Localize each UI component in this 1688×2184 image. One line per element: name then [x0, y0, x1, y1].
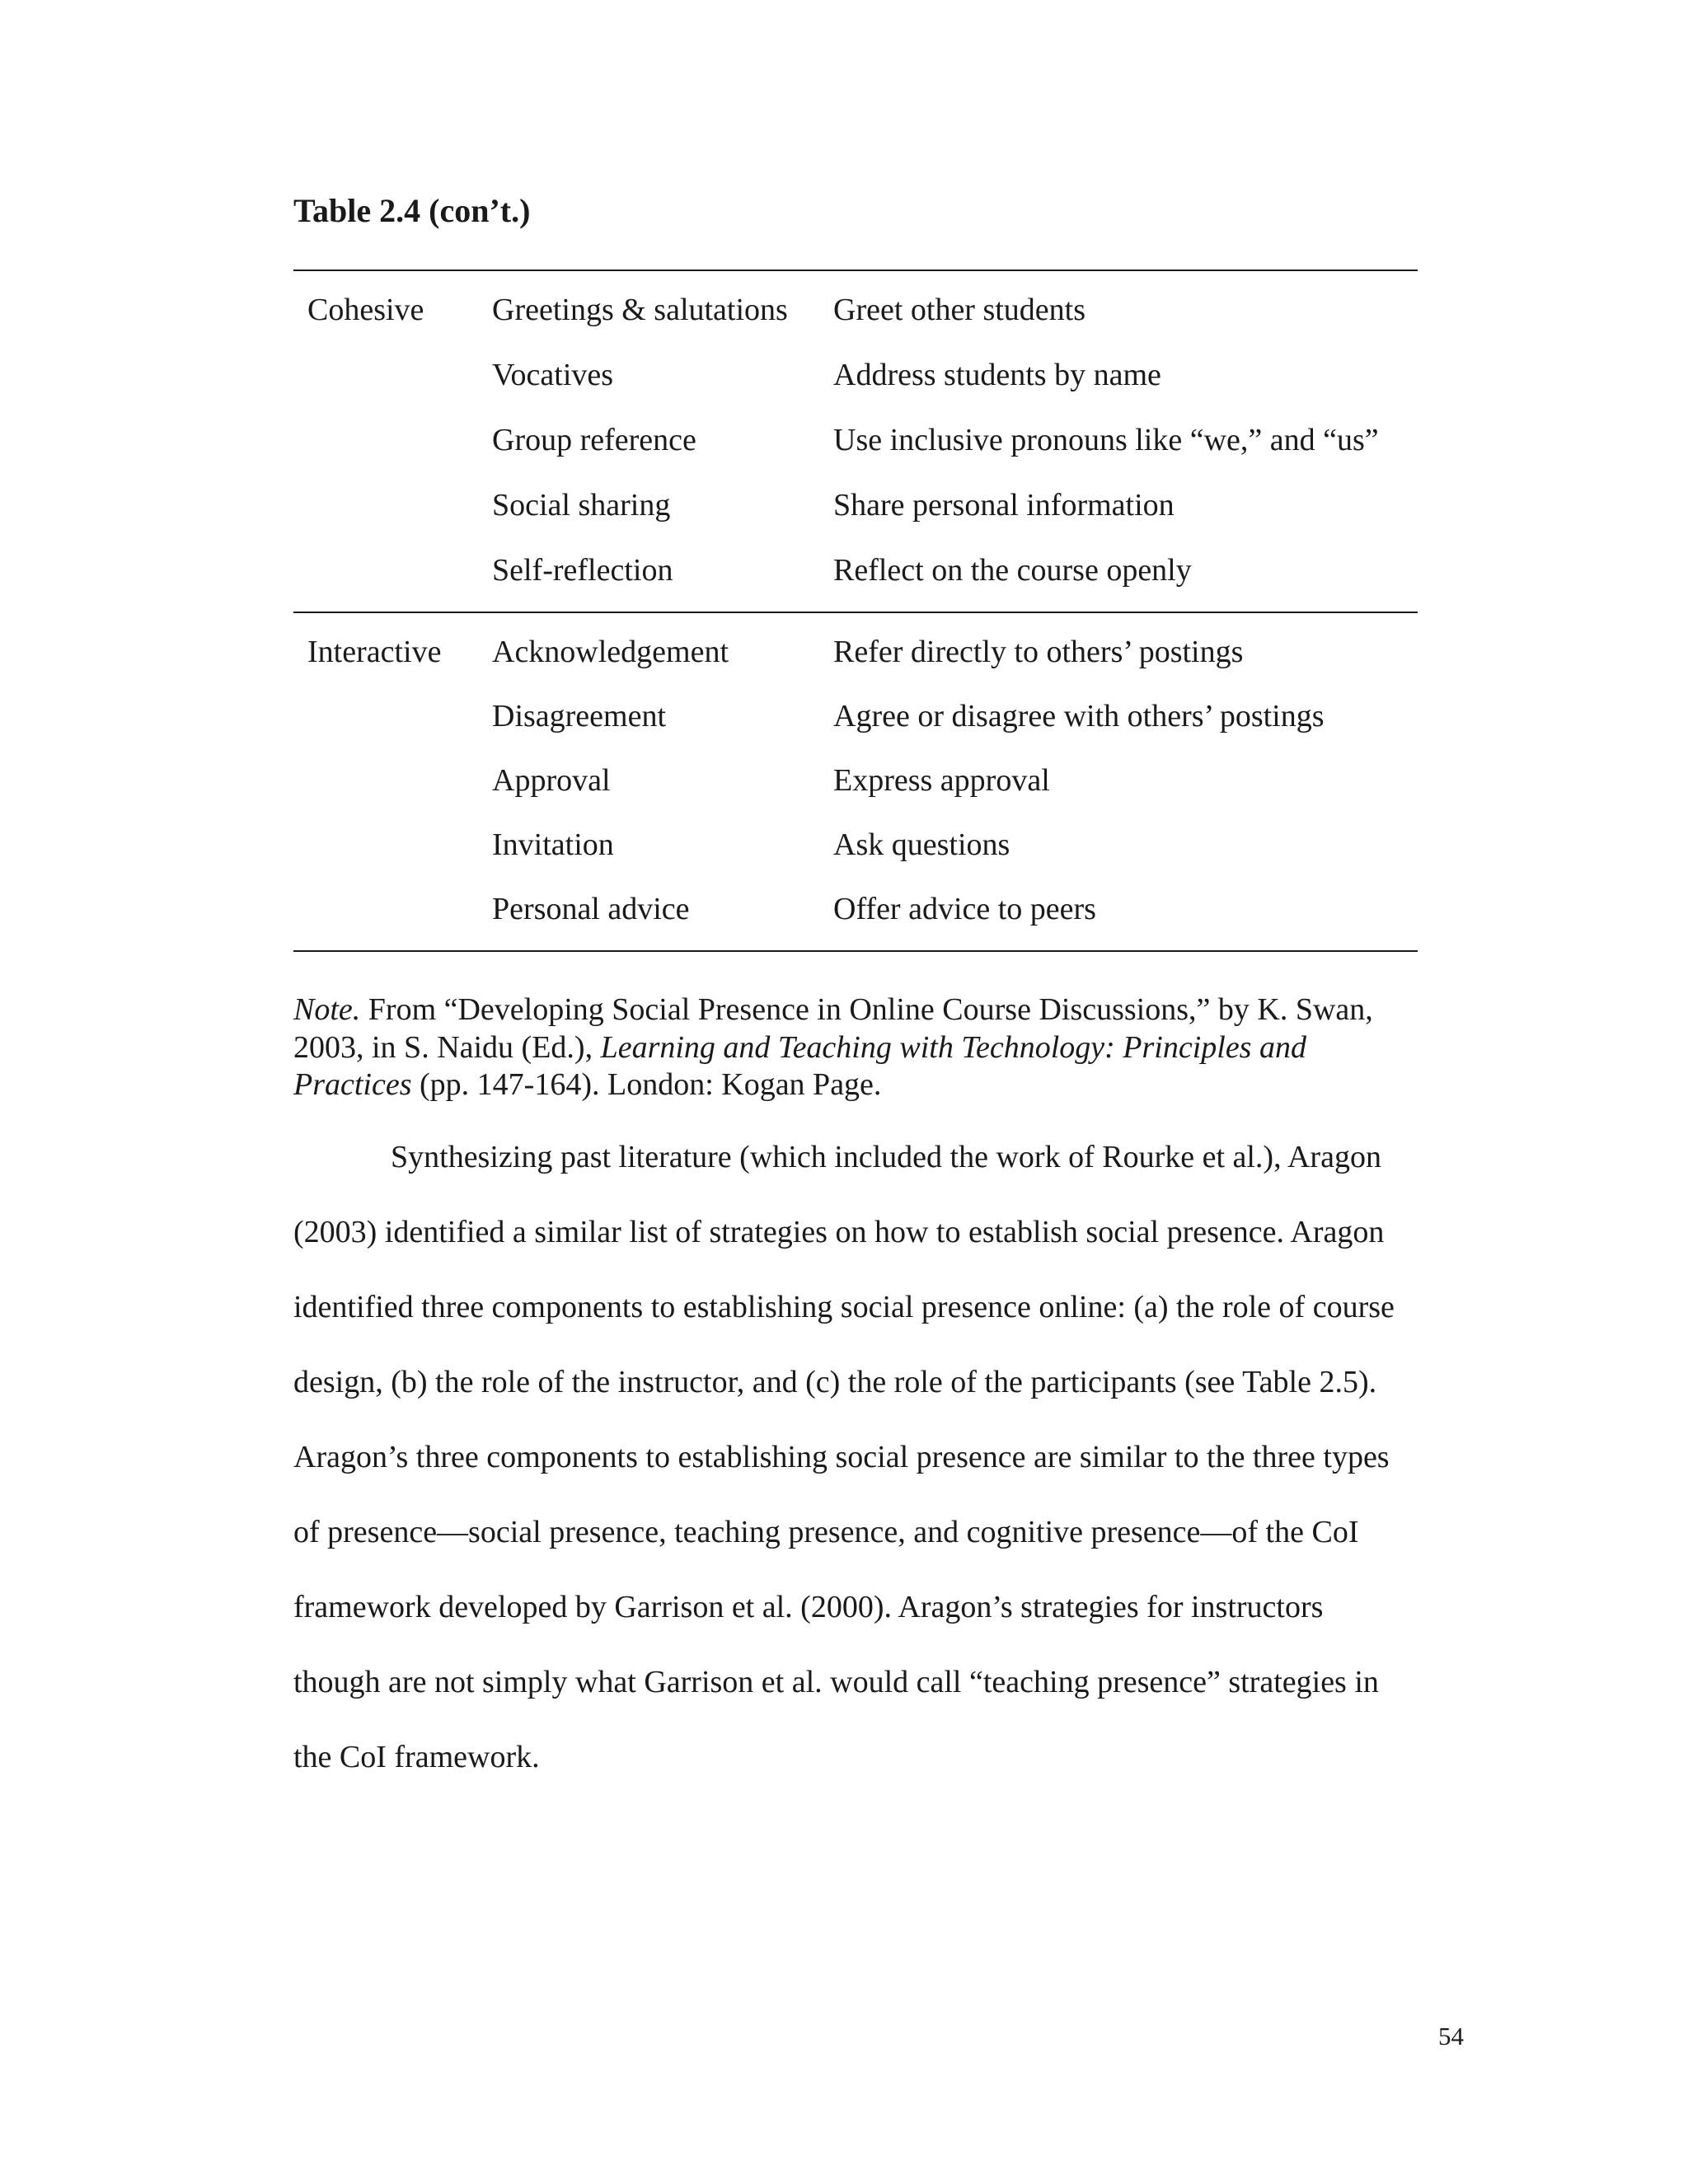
table-row-indicator: Acknowledgement	[492, 635, 729, 669]
table-row-indicator: Invitation	[492, 827, 614, 862]
table-row-indicator: Personal advice	[492, 892, 690, 926]
table-row-indicator: Greetings & salutations	[492, 293, 788, 327]
table-group-divider	[293, 612, 1418, 613]
category-cohesive: Cohesive	[307, 293, 424, 327]
table-row-definition: Refer directly to others’ postings	[833, 635, 1244, 669]
note-line-1: Note. From “Developing Social Presence in Online Course Discussions,” by K. Swan,	[293, 992, 1373, 1027]
table-row-definition: Greet other students	[833, 293, 1086, 327]
table-row-definition: Share personal information	[833, 488, 1175, 523]
table-top-rule	[293, 269, 1418, 271]
table-note	[293, 991, 1431, 1104]
body-line: Aragon’s three components to establishing social presence are similar to the three types	[293, 1440, 1390, 1474]
table-title: Table 2.4 (con’t.)	[293, 192, 531, 229]
note-label: Note.	[293, 992, 361, 1027]
table-row-indicator: Social sharing	[492, 488, 671, 523]
body-line: of presence—social presence, teaching presence, and cognitive presence—of the CoI	[293, 1515, 1359, 1549]
body-line: Synthesizing past literature (which included the work of Rourke et al.), Aragon	[391, 1140, 1381, 1174]
table-bottom-rule	[293, 950, 1418, 952]
table-row-indicator: Group reference	[492, 423, 696, 457]
table-row-indicator: Approval	[492, 763, 611, 798]
body-line: though are not simply what Garrison et al. would call “teaching presence” strategies in	[293, 1665, 1379, 1699]
page-number: 54	[1438, 2022, 1464, 2050]
body-line: framework developed by Garrison et al. (2000). Aragon’s strategies for instructors	[293, 1590, 1324, 1624]
table-row-definition: Offer advice to peers	[833, 892, 1096, 926]
table-row-definition: Ask questions	[833, 827, 1010, 862]
table-row-definition: Address students by name	[833, 358, 1161, 392]
table-row-indicator: Self-reflection	[492, 553, 673, 588]
table-row-indicator: Disagreement	[492, 699, 667, 733]
table-row-indicator: Vocatives	[492, 358, 614, 392]
body-line: identified three components to establishing social presence online: (a) the role of course	[293, 1290, 1395, 1324]
table-row-definition: Reflect on the course openly	[833, 553, 1192, 588]
table-row-definition: Agree or disagree with others’ postings	[833, 699, 1325, 733]
body-line: design, (b) the role of the instructor, and (c) the role of the participants (see Table 2.5).	[293, 1365, 1377, 1399]
body-line: the CoI framework.	[293, 1740, 540, 1774]
note-book-title-cont: Practices	[293, 1067, 412, 1102]
table-row-definition: Use inclusive pronouns like “we,” and “us”	[833, 423, 1379, 457]
note-line-3: Practices (pp. 147-164). London: Kogan Page.	[293, 1067, 882, 1102]
body-line: (2003) identified a similar list of strategies on how to establish social presence. Aragon	[293, 1215, 1385, 1249]
note-book-title: Learning and Teaching with Technology: Principles and	[600, 1029, 1306, 1065]
table-row-definition: Express approval	[833, 763, 1050, 798]
category-interactive: Interactive	[307, 635, 442, 669]
note-line-2: 2003, in S. Naidu (Ed.), Learning and Teaching with Technology: Principles and	[293, 1029, 1306, 1065]
